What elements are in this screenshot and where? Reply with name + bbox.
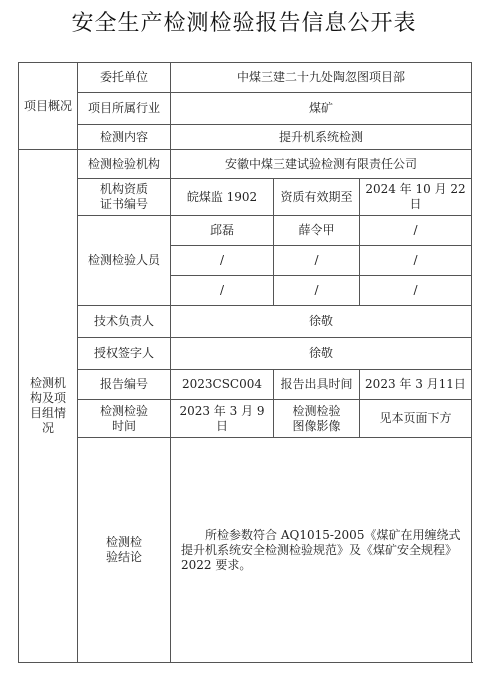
client-value: 中煤三建二十九处陶忽图项目部 (171, 63, 472, 93)
report-no-label: 报告编号 (78, 370, 171, 400)
table-row (19, 216, 472, 246)
staff-cell: / (360, 216, 472, 246)
staff-cell: / (360, 246, 472, 276)
org-label: 检测检验机构 (78, 150, 171, 179)
validity-value: 2024 年 10 月 22 日 (360, 179, 472, 216)
issue-time-value: 2023 年 3 月11日 (360, 370, 472, 400)
staff-cell: / (171, 276, 274, 306)
signatory-value: 徐敬 (171, 338, 472, 370)
inspection-time-value: 2023 年 3 月 9 日 (171, 400, 274, 438)
table-row (19, 179, 472, 216)
validity-label: 资质有效期至 (274, 179, 360, 216)
industry-label: 项目所属行业 (78, 93, 171, 125)
table-row (19, 150, 472, 179)
client-label: 委托单位 (78, 63, 171, 93)
table-row (19, 400, 472, 438)
table-row (19, 93, 472, 125)
section-conclusion-label (78, 438, 171, 663)
page-title: 安全生产检测检验报告信息公开表 (71, 11, 417, 36)
cert-label (78, 179, 171, 216)
section-institution-label (19, 150, 78, 663)
conclusion-body: 所检参数符合 AQ1015-2005《煤矿在用缠绕式提升机系统安全检测检验规范》及《煤矿安全规程》2022 要求。 (181, 527, 461, 572)
staff-label: 检测检验人员 (78, 216, 171, 306)
staff-cell: 薛令甲 (274, 216, 360, 246)
table-row (19, 438, 472, 663)
table-row (19, 306, 472, 338)
image-value: 见本页面下方 (360, 400, 472, 438)
image-label-text: 检测检验图像影像 (292, 403, 341, 433)
staff-cell: / (360, 276, 472, 306)
staff-cell: 邱磊 (171, 216, 274, 246)
staff-cell: / (171, 246, 274, 276)
staff-cell: / (274, 246, 360, 276)
tech-lead-value: 徐敬 (171, 306, 472, 338)
industry-value: 煤矿 (171, 93, 472, 125)
cert-label-text: 机构资质证书编号 (99, 182, 148, 211)
content-value: 提升机系统检测 (171, 125, 472, 150)
table-row (19, 338, 472, 370)
section-institution-text: 检测机构及项目组情况 (29, 376, 66, 435)
inspection-time-label-text: 检测检验时间 (99, 403, 148, 433)
inspection-time-label (78, 400, 171, 438)
table-row (19, 63, 472, 93)
info-table (18, 62, 472, 663)
table-row (19, 125, 472, 150)
table-row (19, 370, 472, 400)
tech-lead-label: 技术负责人 (78, 306, 171, 338)
section-conclusion-text: 检测检验结论 (105, 535, 142, 564)
signatory-label: 授权签字人 (78, 338, 171, 370)
report-no-value: 2023CSC004 (171, 370, 274, 400)
conclusion-text (171, 438, 472, 663)
org-value: 安徽中煤三建试验检测有限责任公司 (171, 150, 472, 179)
section-overview-label: 项目概况 (19, 63, 78, 150)
image-label (274, 400, 360, 438)
staff-cell: / (274, 276, 360, 306)
issue-time-label: 报告出具时间 (274, 370, 360, 400)
content-label: 检测内容 (78, 125, 171, 150)
cert-value: 皖煤监 1902 (171, 179, 274, 216)
